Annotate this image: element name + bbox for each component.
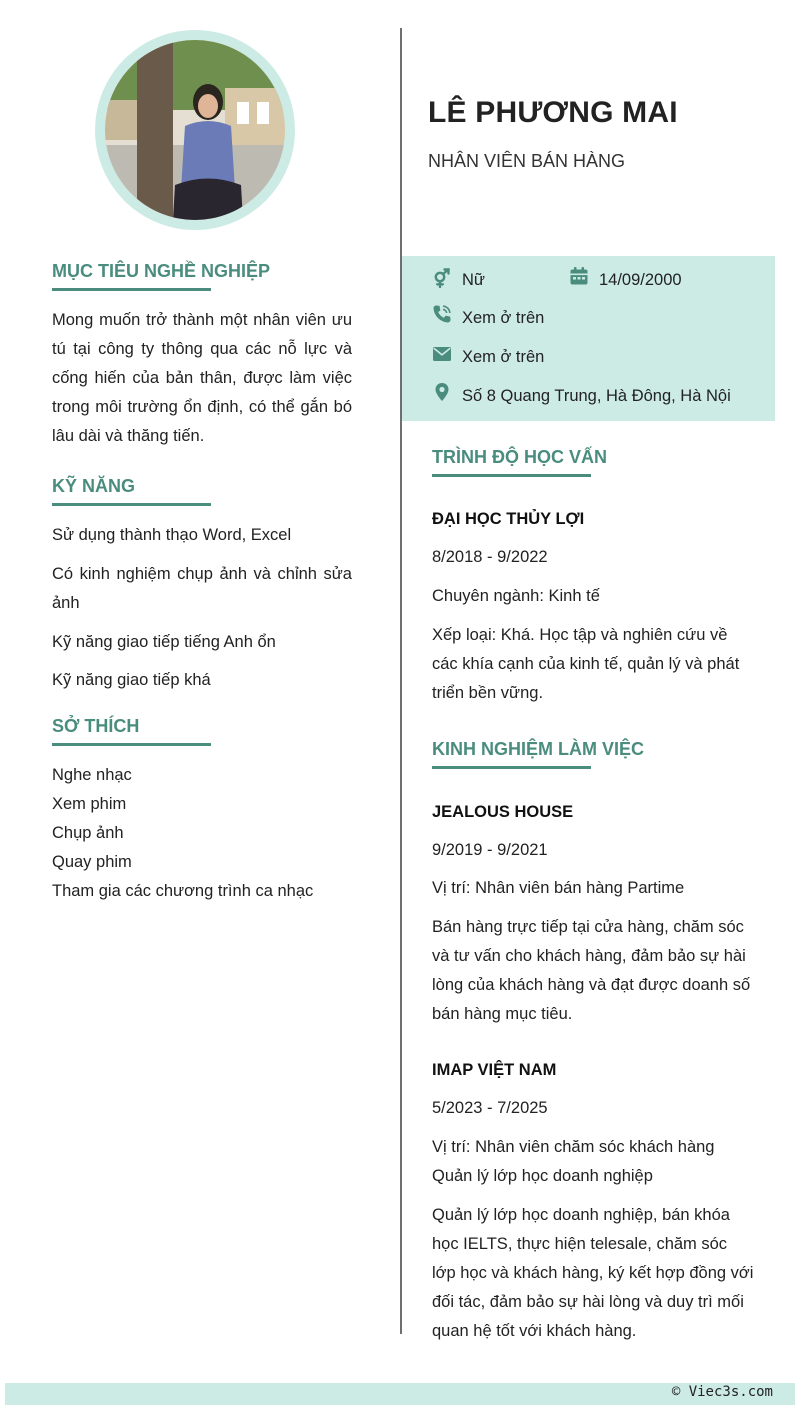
gender-icon — [432, 268, 452, 288]
education-underline — [432, 474, 591, 477]
email-value: Xem ở trên — [462, 348, 545, 366]
experience-heading: KINH NGHIỆM LÀM VIỆC — [432, 739, 645, 759]
skills-underline — [52, 503, 211, 506]
job-company: JEALOUS HOUSE — [432, 803, 574, 821]
candidate-name: LÊ PHƯƠNG MAI — [428, 96, 678, 129]
phone-value: Xem ở trên — [462, 309, 545, 327]
hobby-item: Tham gia các chương trình ca nhạc — [52, 882, 314, 900]
job-position: Vị trí: Nhân viên bán hàng Partime — [432, 879, 685, 897]
hobby-item: Quay phim — [52, 853, 132, 871]
job-position: Vị trí: Nhân viên chăm sóc khách hàng Quản lý lớp học doanh nghiệp — [432, 1138, 715, 1185]
hobbies-heading: SỞ THÍCH — [52, 716, 140, 736]
map-pin-icon — [432, 382, 452, 402]
objective-heading: MỤC TIÊU NGHỀ NGHIỆP — [52, 261, 271, 281]
gender-value: Nữ — [462, 271, 485, 289]
skill-item: Sử dụng thành thạo Word, Excel — [52, 526, 292, 544]
job-company: IMAP VIỆT NAM — [432, 1061, 557, 1079]
job-period: 9/2019 - 9/2021 — [432, 841, 548, 859]
footer-credit: © Viec3s.com — [671, 1384, 773, 1400]
skill-item: Kỹ năng giao tiếp khá — [52, 671, 211, 689]
job-description: Quản lý lớp học doanh nghiệp, bán khóa học IELTS, thực hiện telesale, chăm sóc lớp học và khách hàng, ký kết hợp đồng với đối tác, đảm bảo sự hài lòng và duy trì mối quan hệ tốt với khách hàng. — [432, 1206, 754, 1340]
hobbies-underline — [52, 743, 211, 746]
education-period: 8/2018 - 9/2022 — [432, 548, 548, 566]
hobby-item: Chụp ảnh — [52, 824, 124, 842]
education-major: Chuyên ngành: Kinh tế — [432, 587, 600, 605]
skill-item: Có kinh nghiệm chụp ảnh và chỉnh sửa ảnh — [52, 565, 352, 612]
phone-icon — [432, 304, 452, 324]
envelope-icon — [432, 344, 452, 364]
education-detail: Xếp loại: Khá. Học tập và nghiên cứu về các khía cạnh của kinh tế, quản lý và phát triển bền vững. — [432, 626, 740, 702]
objective-underline — [52, 288, 211, 291]
skill-item: Kỹ năng giao tiếp tiếng Anh ổn — [52, 633, 276, 651]
skills-heading: KỸ NĂNG — [52, 476, 136, 496]
school-name: ĐẠI HỌC THỦY LỢI — [432, 510, 585, 528]
avatar — [105, 40, 285, 220]
address-value: Số 8 Quang Trung, Hà Đông, Hà Nội — [462, 387, 731, 405]
education-heading: TRÌNH ĐỘ HỌC VẤN — [432, 447, 607, 467]
objective-text: Mong muốn trở thành một nhân viên ưu tú tại công ty thông qua các nỗ lực và cống hiến của bản thân, được làm việc trong môi trường ổn định, có thể gắn bó lâu dài và thăng tiến. — [52, 311, 352, 445]
experience-underline — [432, 766, 591, 769]
column-divider — [400, 28, 402, 1334]
birthdate-value: 14/09/2000 — [599, 271, 682, 289]
job-period: 5/2023 - 7/2025 — [432, 1099, 548, 1117]
job-description: Bán hàng trực tiếp tại cửa hàng, chăm sóc và tư vấn cho khách hàng, đảm bảo sự hài lòng của khách hàng và đạt được doanh số bán hàng mục tiêu. — [432, 918, 751, 1023]
hobby-item: Xem phim — [52, 795, 127, 813]
calendar-icon — [569, 266, 589, 286]
hobby-item: Nghe nhạc — [52, 766, 132, 784]
job-title: NHÂN VIÊN BÁN HÀNG — [428, 151, 626, 171]
